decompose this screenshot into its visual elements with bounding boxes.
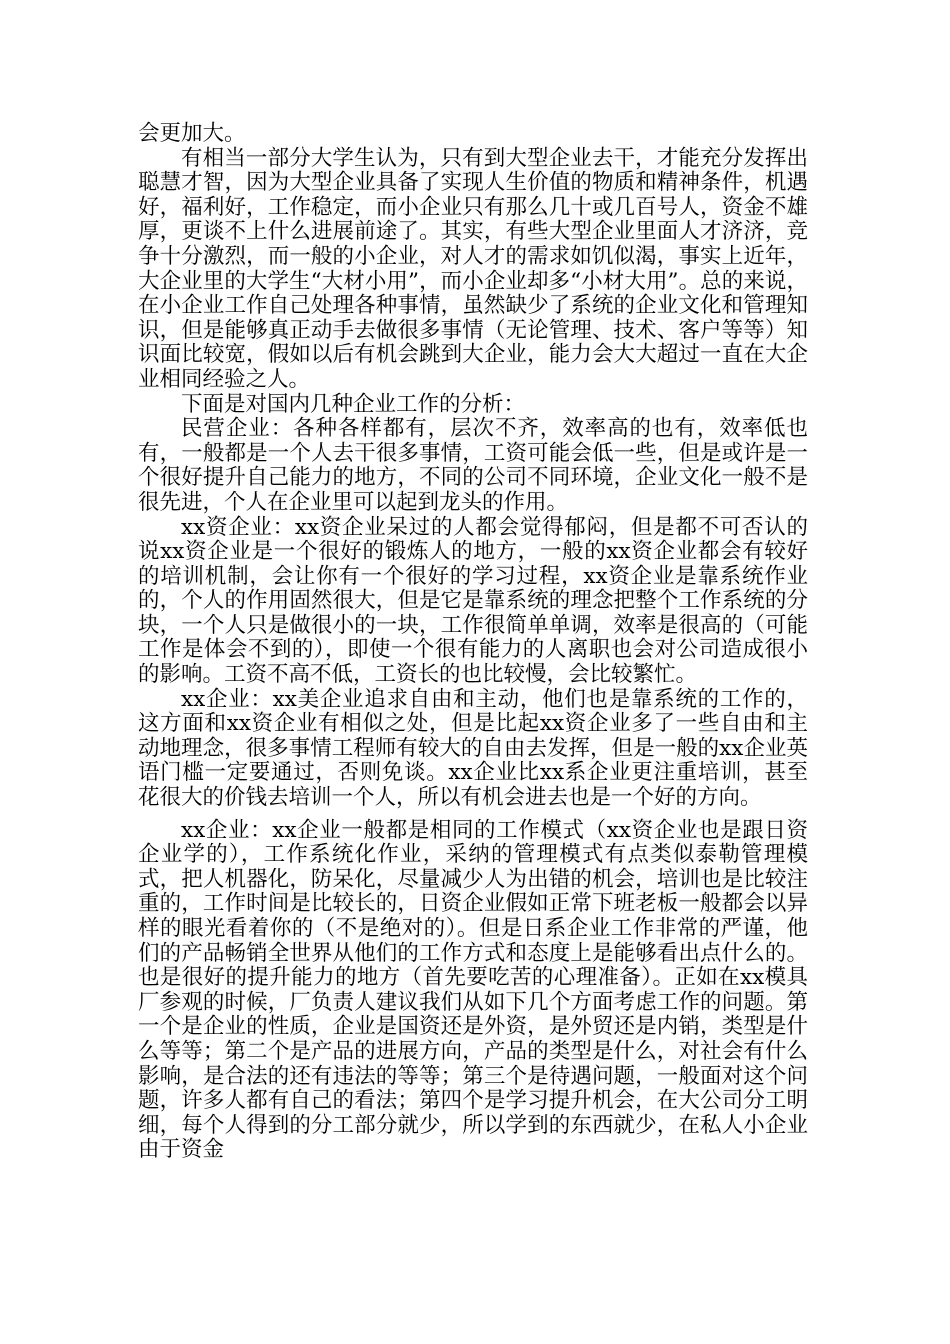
document-body [138,122,808,1163]
paragraph-foreign-enterprise: xx资企业：xx资企业呆过的人都会觉得郁闷，但是都不可否认的说xx资企业是一个很好的锻炼人的地方，一般的xx资企业都会有较好的培训机制，会让你有一个很好的学习过程，xx资企业是靠系统作业的，个人的作用固然很大，但是它是靠系统的理念把整个工作系统的分块，一个人只是做很小的一块，工作很简单单调，效率是很高的（可能工作是体会不到的），即使一个很有能力的人离职也会对公司造成很小的影响。工资不高不低，工资长的也比较慢，会比较繁忙。 [138,514,808,688]
paragraph-continuation: 会更加大。 [138,121,246,146]
paragraph-large-enterprise: 有相当一部分大学生认为，只有到大型企业去干，才能充分发挥出聪慧才智，因为大型企业具备了实现人生价值的物质和精神条件，机遇好，福利好，工作稳定，而小企业只有那么几十或几百号人，资金不雄厚，更谈不上什么进展前途了。其实，有些大型企业里面人才济济，竞争十分激烈，而一般的小企业，对人才的需求如饥似渴，事实上近年，大企业里的大学生“大材小用”，而小企业却多“小材大用”。总的来说，在小企业工作自己处理各种事情，虽然缺少了系统的企业文化和管理知识，但是能够真正动手去做很多事情（无论管理、技术、客户等等）知识面比较宽，假如以后有机会跳到大企业，能力会大大超过一直在大企业相同经验之人。 [138,145,808,392]
paragraph-analysis-intro: 下面是对国内几种企业工作的分析： [181,391,526,417]
paragraph-american-enterprise: xx企业：xx美企业追求自由和主动，他们也是靠系统的工作的，这方面和xx资企业有相似之处，但是比起xx资企业多了一些自由和主动地理念，很多事情工程师有较大的自由去发挥，但是一般的xx企业英语门槛一定要通过，否则免谈。xx企业比xx系企业更注重培训，甚至花很大的价钱去培训一个人，所以有机会进去也是一个好的方向。 [138,686,808,811]
paragraph-private-enterprise: 民营企业：各种各样都有，层次不齐，效率高的也有，效率低也有，一般都是一个人去干很多事情，工资可能会低一些，但是或许是一个很好提升自己能力的地方，不同的公司不同环境，企业文化一般不是很先进，个人在企业里可以起到龙头的作用。 [138,416,808,515]
paragraph-japanese-enterprise: xx企业：xx企业一般都是相同的工作模式（xx资企业也是跟日资企业学的），工作系统化作业，采纳的管理模式有点类似泰勒管理模式，把人机器化，防呆化，尽量减少人为出错的机会，培训也是比较注重的，工作时间是比较长的，日资企业假如正常下班老板一般都会以异样的眼光看着你的（不是绝对的）。但是日系企业工作非常的严谨，他们的产品畅销全世界从他们的工作方式和态度上是能够看出点什么的。也是很好的提升能力的地方（首先要吃苦的心理准备）。正如在xx模具厂参观的时候，厂负责人建议我们从如下几个方面考虑工作的问题。第一个是企业的性质，企业是国资还是外资，是外贸还是内销，类型是什么等等；第二个是产品的进展方向，产品的类型是什么，对社会有什么影响，是合法的还有违法的等等；第三个是待遇问题，一般面对这个问题，许多人都有自己的看法；第四个是学习提升机会，在大公司分工明细，每个人得到的分工部分就少，所以学到的东西就少，在私人小企业由于资金 [138,817,808,1163]
